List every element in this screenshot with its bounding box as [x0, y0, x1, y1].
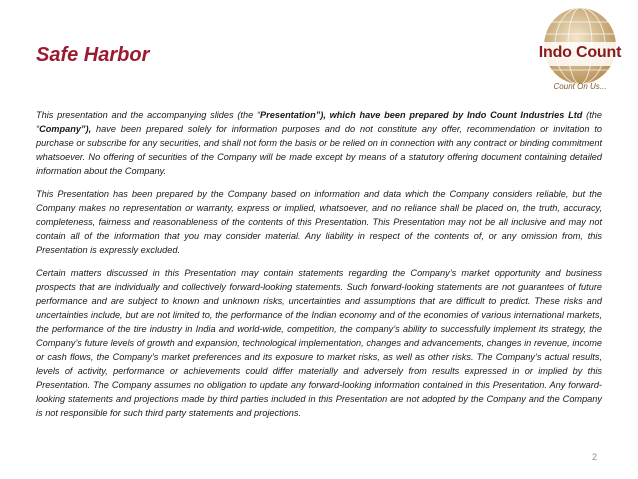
- paragraph-3: Certain matters discussed in this Presentation may contain statements regarding the Company’s market opportunity and business prospects that are individually and collectively forward-looking statements. Such forward-looking statements are not guarantees of future performance and are subject to known and unknown risks, uncertainties and assumptions that are difficult to predict. These risks and uncertainties include, but are not limited to, the performance of the Indian economy and of the economies of various international markets, the performance of the tire industry in India and world-wide, competition, the company’s ability to successfully implement its strategy, the Company’s future levels of growth and expansion, technological implementation, changes and advancements, changes in revenue, income or cash flows, the Company’s market preferences and its exposure to market risks, as well as other risks. The Company’s actual results, levels of activity, performance or achievements could differ materially and adversely from results expressed in or implied by this Presentation. The Company assumes no obligation to update any forward-looking information contained in this Presentation. Any forward-looking statements and projections made by third parties included in this Presentation are not adopted by the Company and the Company is not responsible for such third party statements and projections.: [36, 268, 602, 418]
- logo-tagline: Count On Us...: [553, 82, 607, 91]
- slide-title: Safe Harbor: [36, 44, 150, 66]
- paragraph-2: This Presentation has been prepared by the Company based on information and data which the Company considers reliable, but the Company makes no representation or warranty, express or implied, whatsoever, and no reliance shall be placed on, the truth, accuracy, completeness, fairness and reasonableness of the contents of this Presentation. This Presentation may not be all inclusive and may not contain all of the information that you may consider material. Any liability in respect of the contents of, or any omission from, this Presentation is expressly excluded.: [36, 189, 602, 255]
- paragraph-1-text-c: have been prepared solely for information purposes and do not constitute any offer, recommendation or invitation to purchase or subscribe for any securities, and shall not form the basis or be relied on in connection with any contract or binding commitment whatsoever. No offering of securities of the Company will be made except by means of a statutory offering document containing detailed information about the Company.: [36, 124, 602, 176]
- paragraph-1-text-b: (the “: [36, 110, 602, 134]
- paragraph-1-text-a: This presentation and the accompanying slides (the “: [36, 110, 261, 120]
- paragraph-1: [36, 108, 602, 178]
- disclaimer-body: [36, 108, 602, 429]
- paragraph-1-bold-b: Company”),: [39, 124, 92, 134]
- logo-brand-text: Indo Count: [538, 44, 622, 61]
- paragraph-1-bold-a: Presentation”), which have been prepared by Indo Count Industries Ltd: [260, 110, 583, 120]
- company-logo: [530, 4, 630, 96]
- page-number: 2: [592, 452, 598, 462]
